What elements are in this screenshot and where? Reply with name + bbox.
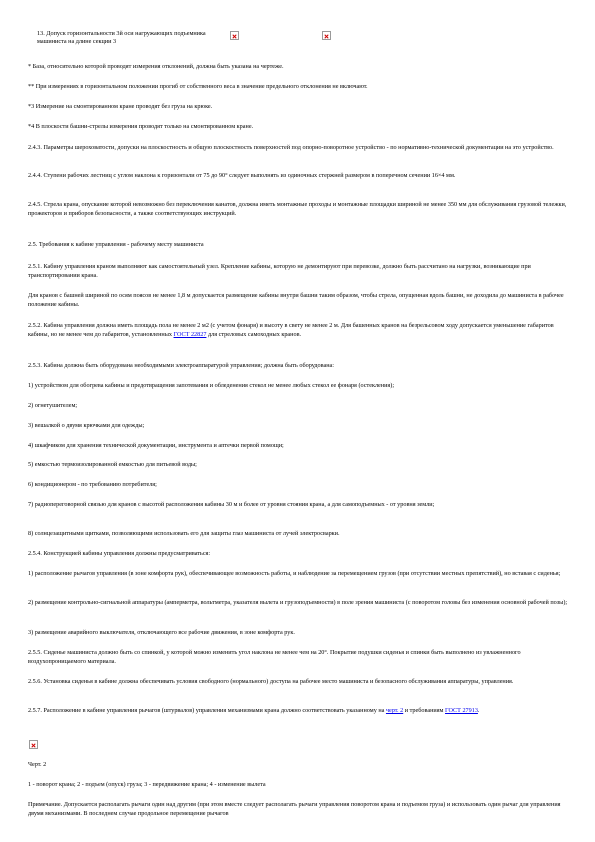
gost-27913-link[interactable]: ГОСТ 27913 — [445, 707, 478, 714]
requirement-item-2: 2) размещение контрольно-сигнальной аппаратуры (амперметра, вольтметра, указателя вылета и грузоподъемности) в поле зрения машиниста (с поворотом головы без изменения основной рабочей позы); — [28, 599, 568, 606]
paragraph-2-5-5: 2.5.5. Сиденье машиниста должно быть со спинкой, у которой можно изменить угол наклона не менее чем на 20°. Покрытие подушки сиденья и спинки быть выполнено из увлажненного воздухопроницаемого материала. — [28, 649, 521, 665]
paragraph-text: для стреловых самоходных кранов. — [206, 330, 302, 338]
list-item-7: 7) радиопереговорной связью для кранов с высотой расположения кабины 30 м и более от уровня стояния крана, а для самоподъемных - от уровня земли; — [28, 501, 435, 508]
paragraph-2-5-1-b: Для кранов с башней шириной по осям поясов не менее 1,8 м допускается размещение кабины внутри башни таким образом, чтобы стрела, опущенная вдоль башни, не доходила до машиниста в рабочее положение кабины. — [28, 292, 564, 308]
section-heading-2-5: 2.5. Требования к кабине управления - рабочему месту машиниста — [28, 241, 204, 248]
paragraph-2-5-1: 2.5.1. Кабину управления краном выполняют как самостоятельный узел. Крепление кабины, которую не демонтируют при перевозке, должно быть рассчитано на нагрузки, возникающие при транспортировании крана. — [28, 263, 531, 279]
note-1: * База, относительно которой проводят измерения отклонений, должна быть указана на чертеже. — [28, 63, 284, 70]
note-paragraph: Примечание. Допускается располагать рычаги один над другим (при этом вместе следует располагать рычаги управления поворотом крана и подъемом груза) и использовать один рычаг для управления двумя механизмами. В последнем случае продольное перемещение рычагов — [28, 801, 561, 817]
paragraph-text: . — [477, 707, 480, 714]
paragraph-text: и требованиям — [403, 707, 446, 714]
drawing-2-link[interactable]: черт. 2 — [385, 707, 404, 714]
list-item-8: 8) солнцезащитными щитками, позволяющими использовать его для защиты глаз машиниста от лучей электросварки. — [28, 530, 340, 537]
note-4: *4 В плоскости башни-стрелы измерения проводят только на смонтированном кране. — [28, 123, 254, 130]
note-3: *3 Измерение на смонтированном кране проводят без груза на крюке. — [28, 103, 213, 110]
note-2: ** При измерениях в горизонтальном положении прогиб от собственного веса в значение предельного отклонения не включают. — [28, 83, 368, 90]
paragraph-2-5-4: 2.5.4. Конструкцией кабины управления должны предусматриваться: — [28, 550, 211, 557]
list-item-4: 4) шкафчиком для хранения технической документации, инструмента и аптечки первой помощи; — [28, 442, 284, 449]
paragraph-2-5-7 — [28, 707, 570, 716]
broken-image-icon — [322, 31, 331, 40]
requirement-item-3: 3) размещение аварийного выключателя, отключающего все рабочие движения, в зоне комфорта рук. — [28, 629, 295, 636]
table-title-cell: 13. Допуск горизонтальности 3й оси нагружающих подъемника машиниста на длине секции 3 — [37, 30, 206, 45]
paragraph-2-4-5: 2.4.5. Стрела крана, опускание которой невозможно без переключения канатов, должна иметь монтажные проходы и монтажные площадки шириной не менее 350 мм для обслуживания грузовой тележки, прожекторов и приборов безопасности, а также соответствующих инструкций. — [28, 201, 567, 217]
paragraph-2-5-2 — [28, 322, 570, 339]
paragraph-text: 2.5.2. Кабина управления должна иметь площадь пола не менее 2 м2 (с учетом фонаря) и высоту в свету не менее 2 м. Для башенных кранов на безрельсовом ходу допускается уменьшение габаритов кабины, но не менее чем до габаритов, установленных — [28, 322, 554, 338]
broken-image-icon — [230, 31, 239, 40]
list-item-5: 5) емкостью термоизолированной емкостью для питьевой воды; — [28, 461, 197, 468]
paragraph-2-5-6: 2.5.6. Установка сиденья в кабине должна обеспечивать условия свободного (нормального) доступа на рабочее место машиниста и безопасного обслуживания аппаратуры, управления. — [28, 678, 514, 685]
list-item-2: 2) огнетушителем; — [28, 402, 78, 409]
list-item-1: 1) устройством для обогрева кабины и предотвращения запотевания и обледенения стекол не менее любых стекол ее фонаря (остекления); — [28, 382, 395, 389]
paragraph-2-4-3: 2.4.3. Параметры шероховатости, допуски на плоскостность и общую плоскостность поверхностей под опорно-поворотное устройство - по нормативно-технической документации на это устройство. — [28, 144, 554, 151]
gost-22827-link[interactable]: ГОСТ 22827 — [173, 330, 207, 338]
paragraph-2-4-4: 2.4.4. Ступени рабочих лестниц с углом наклона к горизонтали от 75 до 90° следует выполнять из одиночных стержней размером в поперечном сечении 16×4 мм. — [28, 172, 456, 179]
broken-image-icon — [29, 740, 38, 749]
list-item-6: 6) кондиционером - по требованию потребителя; — [28, 481, 157, 488]
figure-caption: Черт. 2 — [28, 761, 47, 768]
list-item-3: 3) вешалкой о двумя крючками для одежды; — [28, 422, 145, 429]
requirement-item-1: 1) расположение рычагов управления (в зоне комфорта рук), обеспечивающее возможность работы, и наблюдение за перемещением грузов (при отсутствии местных препятствий), но вставая с сиденья; — [28, 570, 561, 577]
paragraph-2-5-3: 2.5.3. Кабина должна быть оборудована необходимыми электроаппаратурой управления; должна быть оборудована: — [28, 362, 335, 369]
paragraph-text: 2.5.7. Расположение в кабине управления рычагов (штурвалов) управления механизмами крана должно соответствовать указанному на — [28, 707, 386, 714]
figure-legend: 1 - поворот крана; 2 - подъем (опуск) груза; 3 - передвижение крана; 4 - изменение вылета — [28, 781, 266, 788]
